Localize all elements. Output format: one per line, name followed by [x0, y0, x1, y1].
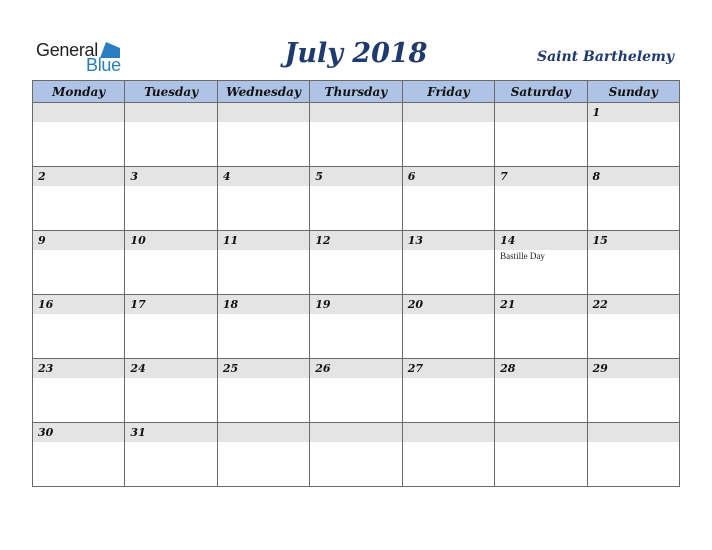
day-number-bar: [218, 103, 309, 122]
day-cell[interactable]: [495, 103, 587, 167]
weekday-header: Tuesday: [125, 81, 217, 103]
day-number-bar: [310, 167, 401, 186]
day-number-bar: [403, 423, 494, 442]
day-number: 24: [130, 362, 146, 375]
week-row: [33, 231, 680, 295]
day-number: 15: [592, 234, 608, 247]
day-number-bar: [33, 103, 124, 122]
day-number: 1: [592, 106, 601, 119]
day-cell[interactable]: [217, 295, 309, 359]
day-number-bar: [495, 103, 586, 122]
day-number: 6: [407, 170, 416, 183]
day-number: 3: [130, 170, 139, 183]
day-cell[interactable]: [310, 231, 402, 295]
day-cell[interactable]: [217, 167, 309, 231]
day-number: 10: [130, 234, 146, 247]
day-number: 30: [38, 426, 54, 439]
day-cell[interactable]: [33, 423, 125, 487]
day-number-bar: [33, 231, 124, 250]
week-row: [33, 359, 680, 423]
weekday-header: Saturday: [495, 81, 587, 103]
calendar-body: [33, 103, 680, 487]
day-number-bar: [310, 423, 401, 442]
day-number-bar: [310, 103, 401, 122]
calendar-grid: [32, 80, 680, 487]
day-number: 7: [500, 170, 508, 183]
day-cell[interactable]: [125, 423, 217, 487]
day-number-bar: [403, 103, 494, 122]
day-number: 13: [407, 234, 423, 247]
day-number: 25: [222, 362, 239, 375]
day-number: 18: [222, 298, 239, 311]
day-cell[interactable]: [125, 167, 217, 231]
day-cell[interactable]: [33, 231, 125, 295]
day-number: 19: [315, 298, 331, 311]
day-cell[interactable]: [217, 423, 309, 487]
day-cell[interactable]: [310, 423, 402, 487]
day-cell[interactable]: [402, 231, 494, 295]
week-row: [33, 167, 680, 231]
day-cell[interactable]: [217, 359, 309, 423]
day-number: 8: [592, 170, 601, 183]
day-cell[interactable]: [587, 231, 679, 295]
weekday-header: Wednesday: [217, 81, 309, 103]
day-cell[interactable]: [125, 359, 217, 423]
day-number: 9: [38, 234, 46, 247]
day-cell[interactable]: [33, 359, 125, 423]
day-number: 29: [592, 362, 608, 375]
day-number: 31: [130, 426, 146, 439]
week-row: [33, 295, 680, 359]
day-number-bar: [403, 167, 494, 186]
day-cell[interactable]: [125, 231, 217, 295]
logo-text-blue: Blue: [86, 55, 121, 75]
day-cell[interactable]: [495, 167, 587, 231]
day-number: 28: [500, 362, 516, 375]
day-number: 5: [315, 170, 323, 183]
day-number: 27: [407, 362, 423, 375]
day-cell[interactable]: [495, 231, 587, 295]
day-cell[interactable]: [33, 167, 125, 231]
holiday-label: Bastille Day: [500, 251, 545, 261]
day-number-bar: [495, 167, 586, 186]
day-number-bar: [218, 423, 309, 442]
week-row: [33, 423, 680, 487]
day-cell[interactable]: [402, 167, 494, 231]
weekday-header: Thursday: [310, 81, 402, 103]
day-cell[interactable]: [495, 359, 587, 423]
day-number: 11: [222, 234, 239, 247]
day-cell[interactable]: [402, 359, 494, 423]
week-row: [33, 103, 680, 167]
day-cell[interactable]: [402, 103, 494, 167]
day-number-bar: [588, 167, 679, 186]
calendar-title: July 2018: [284, 38, 428, 69]
day-cell[interactable]: [587, 103, 679, 167]
day-number-bar: [495, 423, 586, 442]
day-cell[interactable]: [587, 423, 679, 487]
weekday-header: Sunday: [587, 81, 679, 103]
logo-text-general: General: [36, 40, 98, 60]
day-cell[interactable]: [310, 103, 402, 167]
day-number-bar: [218, 167, 309, 186]
weekday-header: Monday: [33, 81, 125, 103]
day-cell[interactable]: [310, 295, 402, 359]
day-cell[interactable]: [125, 295, 217, 359]
day-number: 4: [222, 170, 231, 183]
weekday-header-row: [33, 81, 680, 103]
day-cell[interactable]: [495, 295, 587, 359]
day-number-bar: [588, 103, 679, 122]
day-number: 14: [500, 234, 516, 247]
day-number: 2: [38, 170, 46, 183]
weekday-header: Friday: [402, 81, 494, 103]
day-number: 26: [315, 362, 331, 375]
day-cell[interactable]: [310, 359, 402, 423]
day-cell[interactable]: [33, 295, 125, 359]
day-number: 22: [592, 298, 608, 311]
day-cell[interactable]: [310, 167, 402, 231]
day-number: 23: [38, 362, 54, 375]
day-number: 17: [130, 298, 146, 311]
day-cell[interactable]: [33, 103, 125, 167]
day-cell[interactable]: [587, 295, 679, 359]
day-number-bar: [588, 423, 679, 442]
day-number: 21: [500, 298, 516, 311]
day-number-bar: [125, 103, 216, 122]
day-number: 16: [38, 298, 54, 311]
day-cell[interactable]: [495, 423, 587, 487]
day-cell[interactable]: [587, 359, 679, 423]
day-number: 20: [407, 298, 423, 311]
day-cell[interactable]: [217, 231, 309, 295]
day-cell[interactable]: [402, 423, 494, 487]
day-number: 12: [315, 234, 331, 247]
day-cell[interactable]: [125, 103, 217, 167]
region-name: Saint Barthelemy: [536, 49, 674, 65]
day-number-bar: [33, 167, 124, 186]
day-cell[interactable]: [402, 295, 494, 359]
day-cell[interactable]: [217, 103, 309, 167]
day-number-bar: [125, 167, 216, 186]
day-cell[interactable]: [587, 167, 679, 231]
